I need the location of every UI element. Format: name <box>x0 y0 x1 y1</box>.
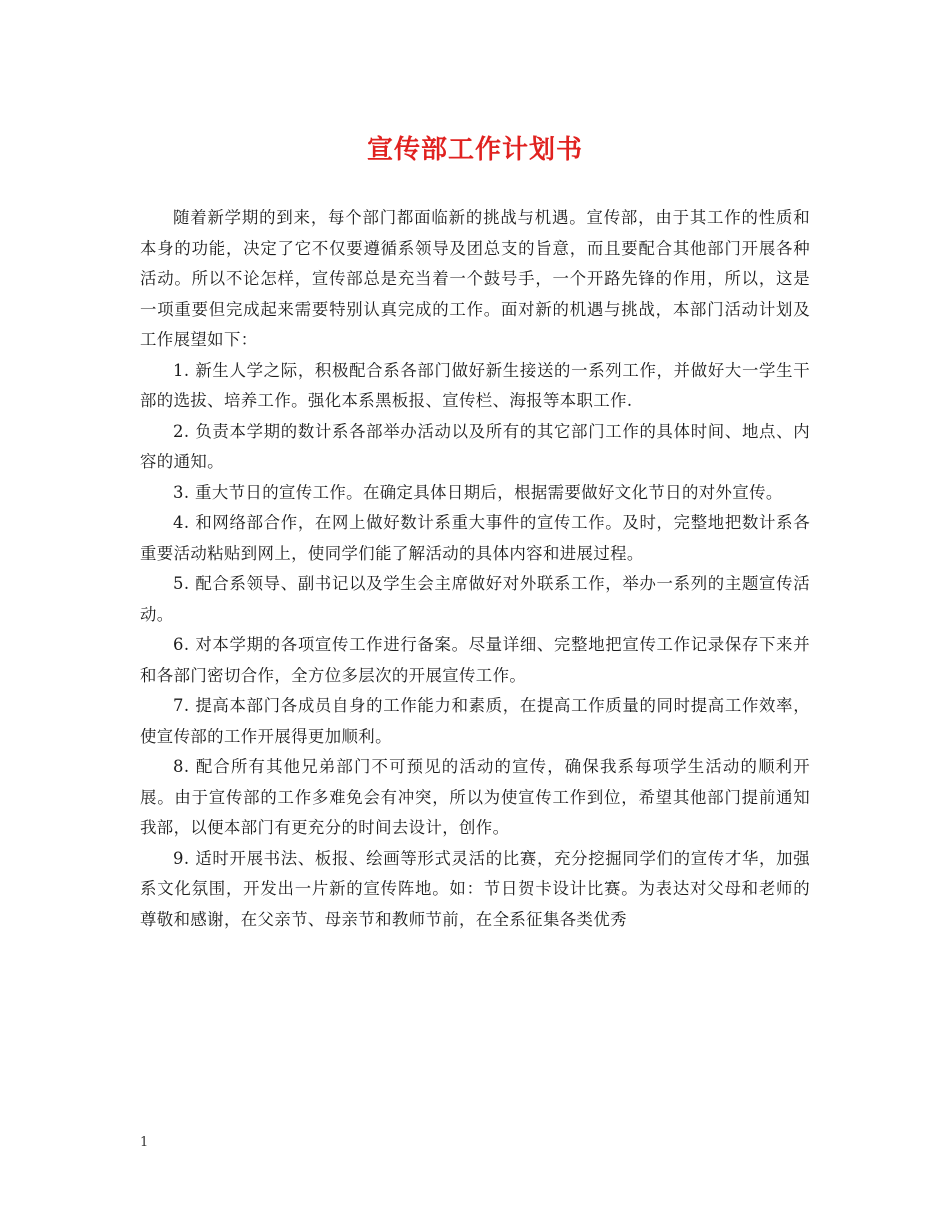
page-number: 1 <box>140 1135 149 1150</box>
paragraph-item-2: 2. 负责本学期的数计系各部举办活动以及所有的其它部门工作的具体时间、地点、内容的通知。 <box>140 421 810 471</box>
document-title: 宣传部工作计划书 <box>366 135 583 165</box>
paragraph-item-5: 5. 配合系领导、副书记以及学生会主席做好对外联系工作，举办一系列的主题宣传活动。 <box>140 574 810 624</box>
document-body <box>140 203 810 935</box>
paragraph-item-8: 8. 配合所有其他兄弟部门不可预见的活动的宣传，确保我系每项学生活动的顺利开展。由于宣传部的工作多难免会有冲突，所以为使宣传工作到位，希望其他部门提前通知我部，以便本部门有更充分的时间去设计，创作。 <box>140 757 810 837</box>
paragraph-item-6: 6. 对本学期的各项宣传工作进行备案。尽量详细、完整地把宣传工作记录保存下来并和各部门密切合作，全方位多层次的开展宣传工作。 <box>140 635 810 685</box>
paragraph-item-1: 1. 新生人学之际，积极配合系各部门做好新生接送的一系列工作，并做好大一学生干部的选拔、培养工作。强化本系黑板报、宣传栏、海报等本职工作. <box>140 360 810 410</box>
paragraph-item-9: 9. 适时开展书法、板报、绘画等形式灵活的比赛，充分挖掘同学们的宣传才华，加强系文化氛围，开发出一片新的宣传阵地。如：节日贺卡设计比赛。为表达对父母和老师的尊敬和感谢，在父亲节、母亲节和教师节前，在全系征集各类优秀 <box>140 848 810 929</box>
paragraph-item-7: 7. 提高本部门各成员自身的工作能力和素质，在提高工作质量的同时提高工作效率，使宣传部的工作开展得更加顺利。 <box>140 696 810 746</box>
paragraph-item-4: 4. 和网络部合作，在网上做好数计系重大事件的宣传工作。及时，完整地把数计系各重要活动粘贴到网上，使同学们能了解活动的具体内容和进展过程。 <box>140 513 810 563</box>
paragraph-item-3: 3. 重大节日的宣传工作。在确定具体日期后，根据需要做好文化节日的对外宣传。 <box>173 482 783 502</box>
paragraph-intro: 随着新学期的到来，每个部门都面临新的挑战与机遇。宣传部，由于其工作的性质和本身的功能，决定了它不仅要遵循系领导及团总支的旨意，而且要配合其他部门开展各种活动。所以不论怎样，宣传部总是充当着一个鼓号手，一个开路先锋的作用，所以，这是一项重要但完成起来需要特别认真完成的工作。面对新的机遇与挑战，本部门活动计划及工作展望如下： <box>140 208 810 349</box>
